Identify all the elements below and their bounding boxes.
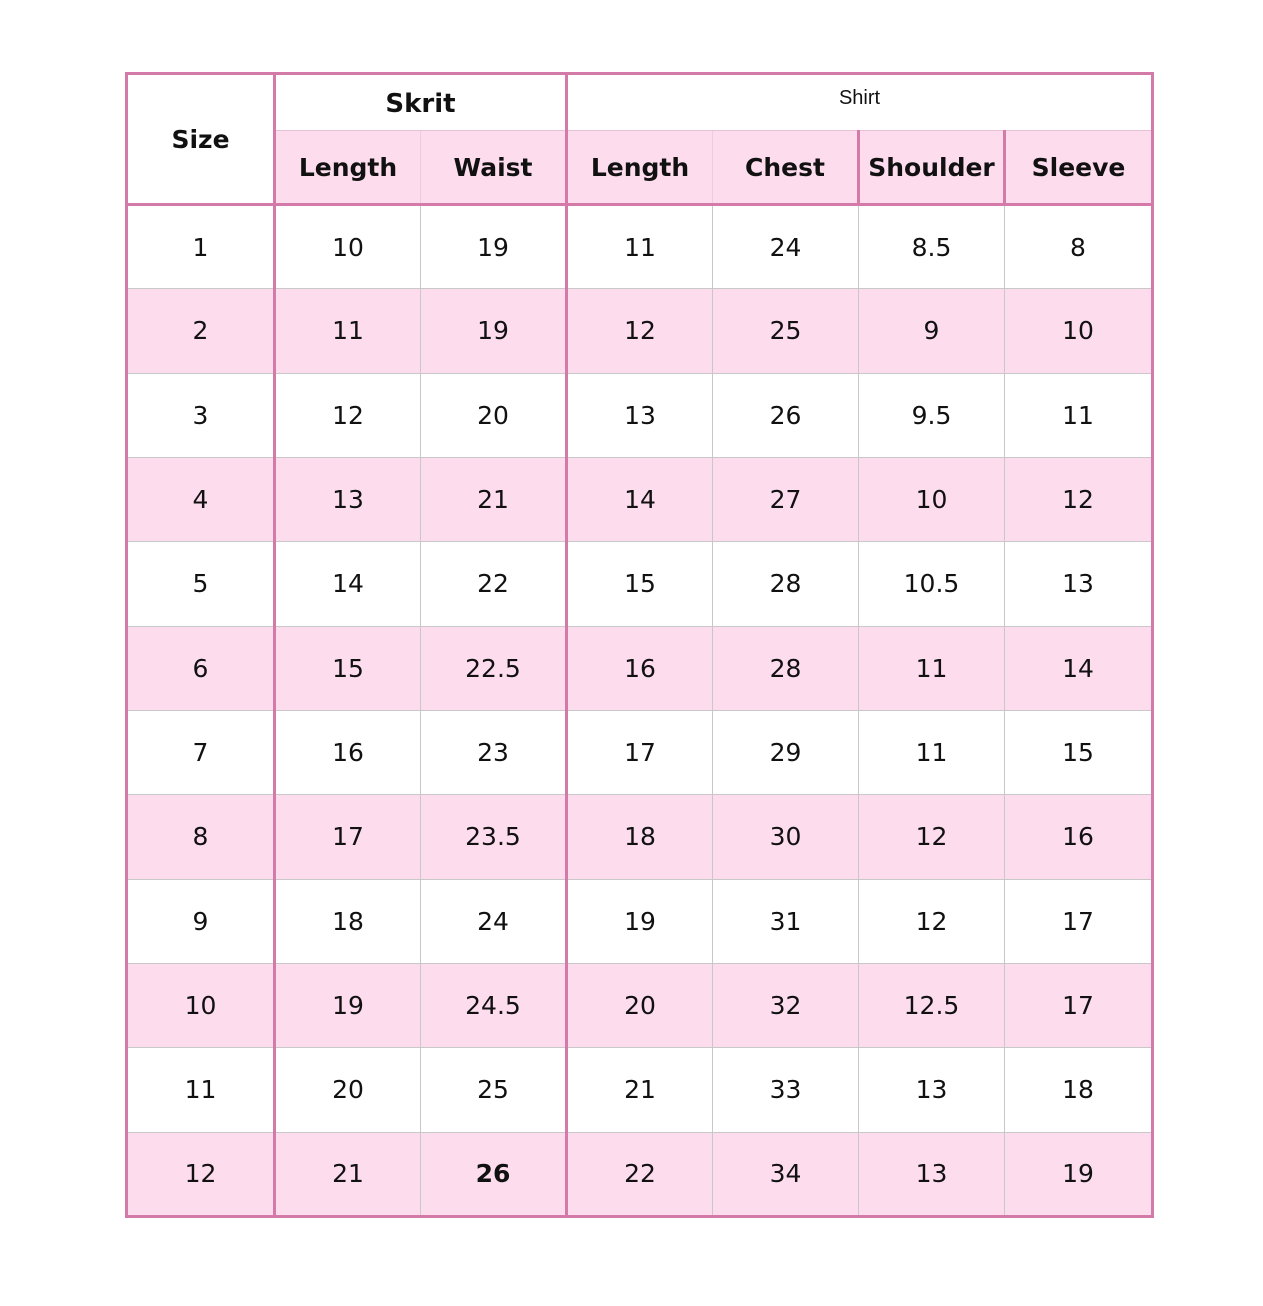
table-row (127, 963, 1153, 1047)
skirt-waist-cell: 24 (421, 879, 567, 963)
sleeve-cell: 11 (1005, 373, 1153, 457)
skirt-waist-header: Waist (421, 131, 567, 205)
shoulder-cell: 13 (859, 1048, 1005, 1132)
skirt-length-cell: 18 (275, 879, 421, 963)
size-cell: 1 (127, 205, 275, 289)
table-row (127, 373, 1153, 457)
chest-cell: 24 (713, 205, 859, 289)
chest-cell: 30 (713, 795, 859, 879)
table-header (127, 74, 1153, 205)
skirt-waist-cell: 20 (421, 373, 567, 457)
group-header-row (127, 74, 1153, 131)
skirt-waist-cell: 22.5 (421, 626, 567, 710)
sleeve-cell: 12 (1005, 457, 1153, 541)
size-cell: 11 (127, 1048, 275, 1132)
shoulder-cell: 12.5 (859, 963, 1005, 1047)
shirt-length-cell: 16 (567, 626, 713, 710)
sleeve-cell: 16 (1005, 795, 1153, 879)
shirt-length-header: Length (567, 131, 713, 205)
sleeve-cell: 19 (1005, 1132, 1153, 1216)
shoulder-header: Shoulder (859, 131, 1005, 205)
skirt-length-cell: 19 (275, 963, 421, 1047)
shirt-length-cell: 20 (567, 963, 713, 1047)
shoulder-cell: 8.5 (859, 205, 1005, 289)
chest-cell: 27 (713, 457, 859, 541)
skirt-waist-cell: 24.5 (421, 963, 567, 1047)
skirt-length-cell: 14 (275, 542, 421, 626)
sleeve-cell: 15 (1005, 710, 1153, 794)
shoulder-cell: 12 (859, 879, 1005, 963)
sleeve-cell: 18 (1005, 1048, 1153, 1132)
table-row (127, 879, 1153, 963)
table-row (127, 626, 1153, 710)
shoulder-cell: 10.5 (859, 542, 1005, 626)
skirt-waist-cell: 22 (421, 542, 567, 626)
skirt-length-cell: 16 (275, 710, 421, 794)
sleeve-cell: 14 (1005, 626, 1153, 710)
size-header: Size (127, 74, 275, 205)
shoulder-cell: 10 (859, 457, 1005, 541)
table-row (127, 205, 1153, 289)
size-cell: 12 (127, 1132, 275, 1216)
table-row (127, 289, 1153, 373)
skirt-length-cell: 11 (275, 289, 421, 373)
shirt-length-cell: 21 (567, 1048, 713, 1132)
table-row (127, 710, 1153, 794)
size-cell: 5 (127, 542, 275, 626)
skirt-group-header: Skrit (275, 74, 567, 131)
chest-header: Chest (713, 131, 859, 205)
sleeve-cell: 17 (1005, 963, 1153, 1047)
chest-cell: 32 (713, 963, 859, 1047)
skirt-waist-cell: 19 (421, 289, 567, 373)
table-row (127, 1132, 1153, 1216)
shirt-length-cell: 15 (567, 542, 713, 626)
skirt-waist-cell: 19 (421, 205, 567, 289)
chest-cell: 25 (713, 289, 859, 373)
skirt-waist-cell: 23.5 (421, 795, 567, 879)
size-cell: 7 (127, 710, 275, 794)
size-cell: 2 (127, 289, 275, 373)
column-header-row (127, 131, 1153, 205)
shirt-length-cell: 17 (567, 710, 713, 794)
table-row (127, 795, 1153, 879)
table-row (127, 457, 1153, 541)
size-chart-table (125, 72, 1154, 1218)
size-cell: 3 (127, 373, 275, 457)
skirt-length-header: Length (275, 131, 421, 205)
chest-cell: 31 (713, 879, 859, 963)
skirt-waist-cell: 26 (421, 1132, 567, 1216)
chest-cell: 29 (713, 710, 859, 794)
size-cell: 9 (127, 879, 275, 963)
table-row (127, 542, 1153, 626)
skirt-waist-cell: 25 (421, 1048, 567, 1132)
shoulder-cell: 9.5 (859, 373, 1005, 457)
shoulder-cell: 13 (859, 1132, 1005, 1216)
shoulder-cell: 11 (859, 710, 1005, 794)
skirt-length-cell: 17 (275, 795, 421, 879)
chest-cell: 28 (713, 626, 859, 710)
shoulder-cell: 12 (859, 795, 1005, 879)
skirt-length-cell: 21 (275, 1132, 421, 1216)
chest-cell: 28 (713, 542, 859, 626)
shirt-length-cell: 13 (567, 373, 713, 457)
size-cell: 8 (127, 795, 275, 879)
shirt-length-cell: 14 (567, 457, 713, 541)
size-cell: 4 (127, 457, 275, 541)
chest-cell: 34 (713, 1132, 859, 1216)
skirt-waist-cell: 23 (421, 710, 567, 794)
sleeve-cell: 17 (1005, 879, 1153, 963)
shoulder-cell: 9 (859, 289, 1005, 373)
table-body (127, 205, 1153, 1217)
skirt-length-cell: 13 (275, 457, 421, 541)
sleeve-cell: 8 (1005, 205, 1153, 289)
shirt-length-cell: 11 (567, 205, 713, 289)
skirt-waist-cell: 21 (421, 457, 567, 541)
table-row (127, 1048, 1153, 1132)
sleeve-cell: 13 (1005, 542, 1153, 626)
skirt-length-cell: 15 (275, 626, 421, 710)
shoulder-cell: 11 (859, 626, 1005, 710)
sleeve-header: Sleeve (1005, 131, 1153, 205)
chest-cell: 26 (713, 373, 859, 457)
skirt-length-cell: 10 (275, 205, 421, 289)
shirt-length-cell: 12 (567, 289, 713, 373)
shirt-length-cell: 18 (567, 795, 713, 879)
size-cell: 6 (127, 626, 275, 710)
size-cell: 10 (127, 963, 275, 1047)
shirt-length-cell: 22 (567, 1132, 713, 1216)
skirt-length-cell: 20 (275, 1048, 421, 1132)
shirt-length-cell: 19 (567, 879, 713, 963)
skirt-length-cell: 12 (275, 373, 421, 457)
sleeve-cell: 10 (1005, 289, 1153, 373)
shirt-group-header: Shirt (567, 74, 1153, 131)
chest-cell: 33 (713, 1048, 859, 1132)
